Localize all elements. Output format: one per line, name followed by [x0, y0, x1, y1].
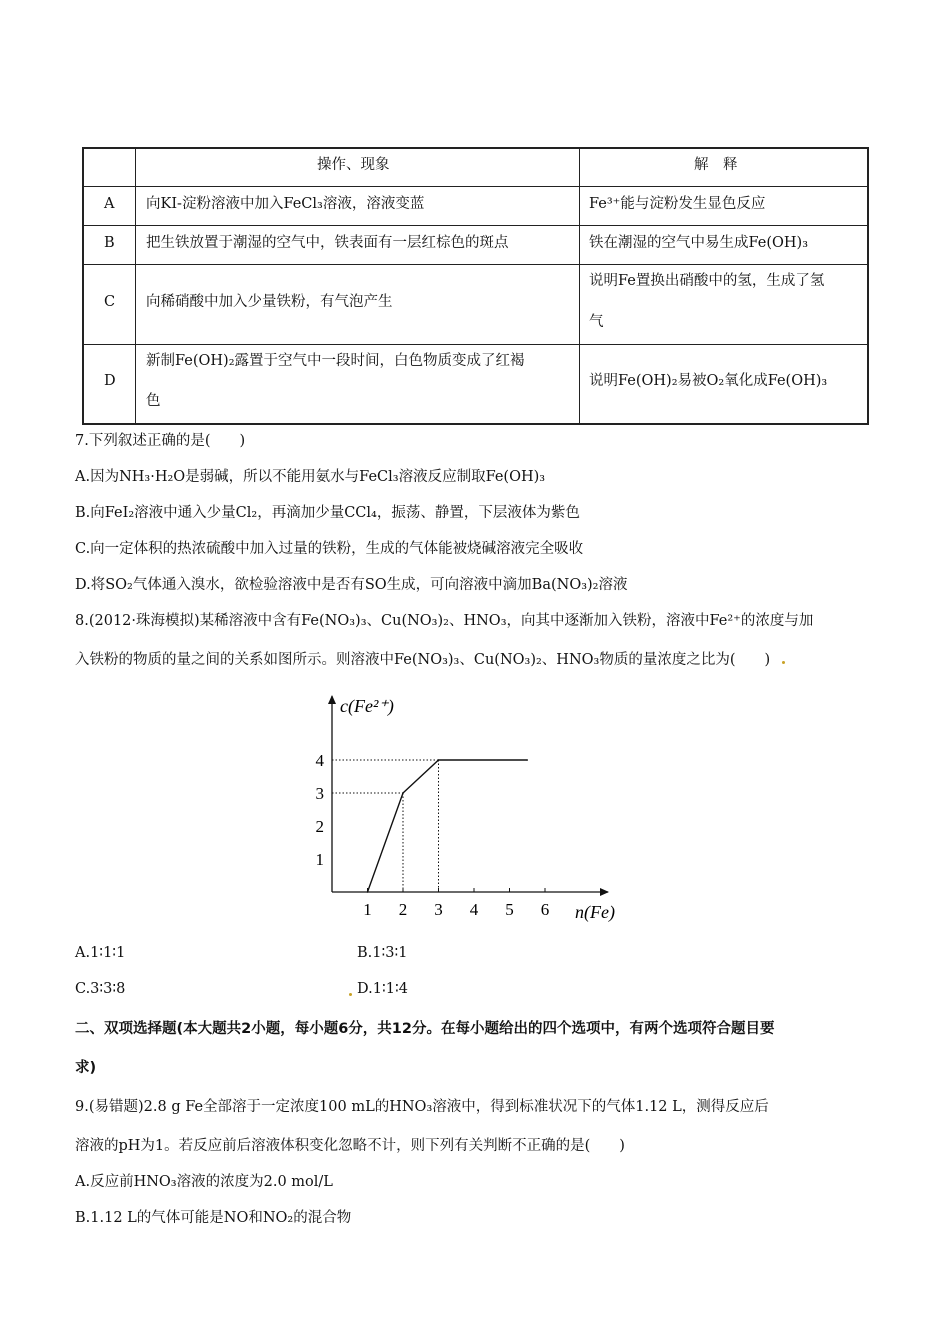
series-point — [438, 759, 440, 761]
header-operation: 操作、现象 — [317, 157, 390, 173]
q7-stem: 7.下列叙述正确的是( ) — [75, 433, 246, 449]
q9-stem-line1: 9.(易错题)2.8 g Fe全部溶于一定浓度100 mL的HNO₃溶液中，得到标准状况下的气体1.12 L，测得反应后 — [75, 1099, 769, 1115]
q7-option-c: C.向一定体积的热浓硫酸中加入过量的铁粉，生成的气体能被烧碱溶液完全吸收 — [75, 541, 584, 557]
x-tick-label: 2 — [398, 900, 408, 919]
row-label: A — [104, 196, 115, 212]
row-label: B — [104, 235, 115, 251]
row-operation: 向稀硝酸中加入少量铁粉，有气泡产生 — [146, 294, 393, 310]
q9-option-a: A.反应前HNO₃溶液的浓度为2.0 mol/L — [75, 1174, 333, 1190]
row-operation: 向KI-淀粉溶液中加入FeCl₃溶液，溶液变蓝 — [146, 196, 425, 212]
row-explanation: 铁在潮湿的空气中易生成Fe(OH)₃ — [589, 235, 809, 251]
section2-heading-line2: 求) — [75, 1060, 97, 1076]
row-explanation: Fe³⁺能与淀粉发生显色反应 — [589, 196, 766, 212]
row-operation: 色 — [146, 393, 161, 409]
table-divider — [84, 264, 867, 265]
q8-stem-line2: 入铁粉的物质的量之间的关系如图所示。则溶液中Fe(NO₃)₃、Cu(NO₃)₂、HNO₃物质的量浓度之比为( ) — [75, 652, 771, 668]
row-label: D — [104, 373, 116, 389]
q8-stem-line1: 8.(2012·珠海模拟)某稀溶液中含有Fe(NO₃)₃、Cu(NO₃)₂、HNO₃，向其中逐渐加入铁粉，溶液中Fe²⁺的浓度与加 — [75, 613, 814, 629]
x-tick-label: 1 — [363, 900, 372, 919]
experiment-table — [82, 147, 869, 425]
y-tick-label: 4 — [315, 751, 324, 770]
decorative-dot — [349, 993, 352, 996]
table-divider — [84, 186, 867, 187]
table-divider — [84, 344, 867, 345]
y-tick-label: 2 — [315, 817, 324, 836]
series-point — [402, 792, 404, 794]
x-tick-label: 5 — [505, 900, 514, 919]
q8-option-d: D.1∶1∶4 — [357, 981, 408, 997]
row-label: C — [104, 294, 116, 310]
series-line — [368, 760, 528, 892]
y-tick-label: 3 — [315, 784, 324, 803]
row-explanation: 说明Fe(OH)₂易被O₂氧化成Fe(OH)₃ — [589, 373, 828, 389]
x-axis-label: n(Fe) — [575, 902, 615, 922]
series-point — [526, 759, 528, 761]
table-divider — [84, 225, 867, 226]
q8-option-b: B.1∶3∶1 — [357, 945, 408, 961]
y-tick-label: 1 — [315, 850, 324, 869]
q7-option-a: A.因为NH₃·H₂O是弱碱，所以不能用氨水与FeCl₃溶液反应制取Fe(OH)₃ — [75, 469, 546, 485]
section2-heading-line1: 二、双项选择题(本大题共2小题，每小题6分，共12分。在每小题给出的四个选项中，有两个选项符合题目要 — [75, 1021, 775, 1037]
row-operation: 新制Fe(OH)₂露置于空气中一段时间，白色物质变成了红褐 — [146, 353, 525, 369]
q7-option-d: D.将SO₂气体通入溴水，欲检验溶液中是否有SO生成，可向溶液中滴加Ba(NO₃)₂溶液 — [75, 577, 628, 593]
q8-option-c: C.3∶3∶8 — [75, 981, 126, 997]
x-tick-label: 3 — [434, 900, 443, 919]
table-divider — [579, 149, 580, 423]
q7-option-b: B.向FeI₂溶液中通入少量Cl₂，再滴加少量CCl₄，振荡、静置，下层液体为紫色 — [75, 505, 580, 521]
decorative-dot — [782, 661, 785, 664]
fe2-concentration-chart — [290, 688, 640, 928]
x-tick-label: 6 — [540, 900, 550, 919]
q9-stem-line2: 溶液的pH为1。若反应前后溶液体积变化忽略不计，则下列有关判断不正确的是( ) — [75, 1138, 625, 1154]
y-axis-label: c(Fe²⁺) — [340, 696, 394, 716]
row-explanation: 说明Fe置换出硝酸中的氢，生成了氢 — [589, 273, 825, 289]
header-explanation: 解 释 — [694, 157, 738, 173]
row-operation: 把生铁放置于潮湿的空气中，铁表面有一层红棕色的斑点 — [146, 235, 509, 251]
q9-option-b: B.1.12 L的气体可能是NO和NO₂的混合物 — [75, 1210, 352, 1226]
x-tick-label: 4 — [469, 900, 479, 919]
q8-option-a: A.1∶1∶1 — [75, 945, 126, 961]
table-divider — [135, 149, 136, 423]
row-explanation: 气 — [589, 314, 604, 330]
